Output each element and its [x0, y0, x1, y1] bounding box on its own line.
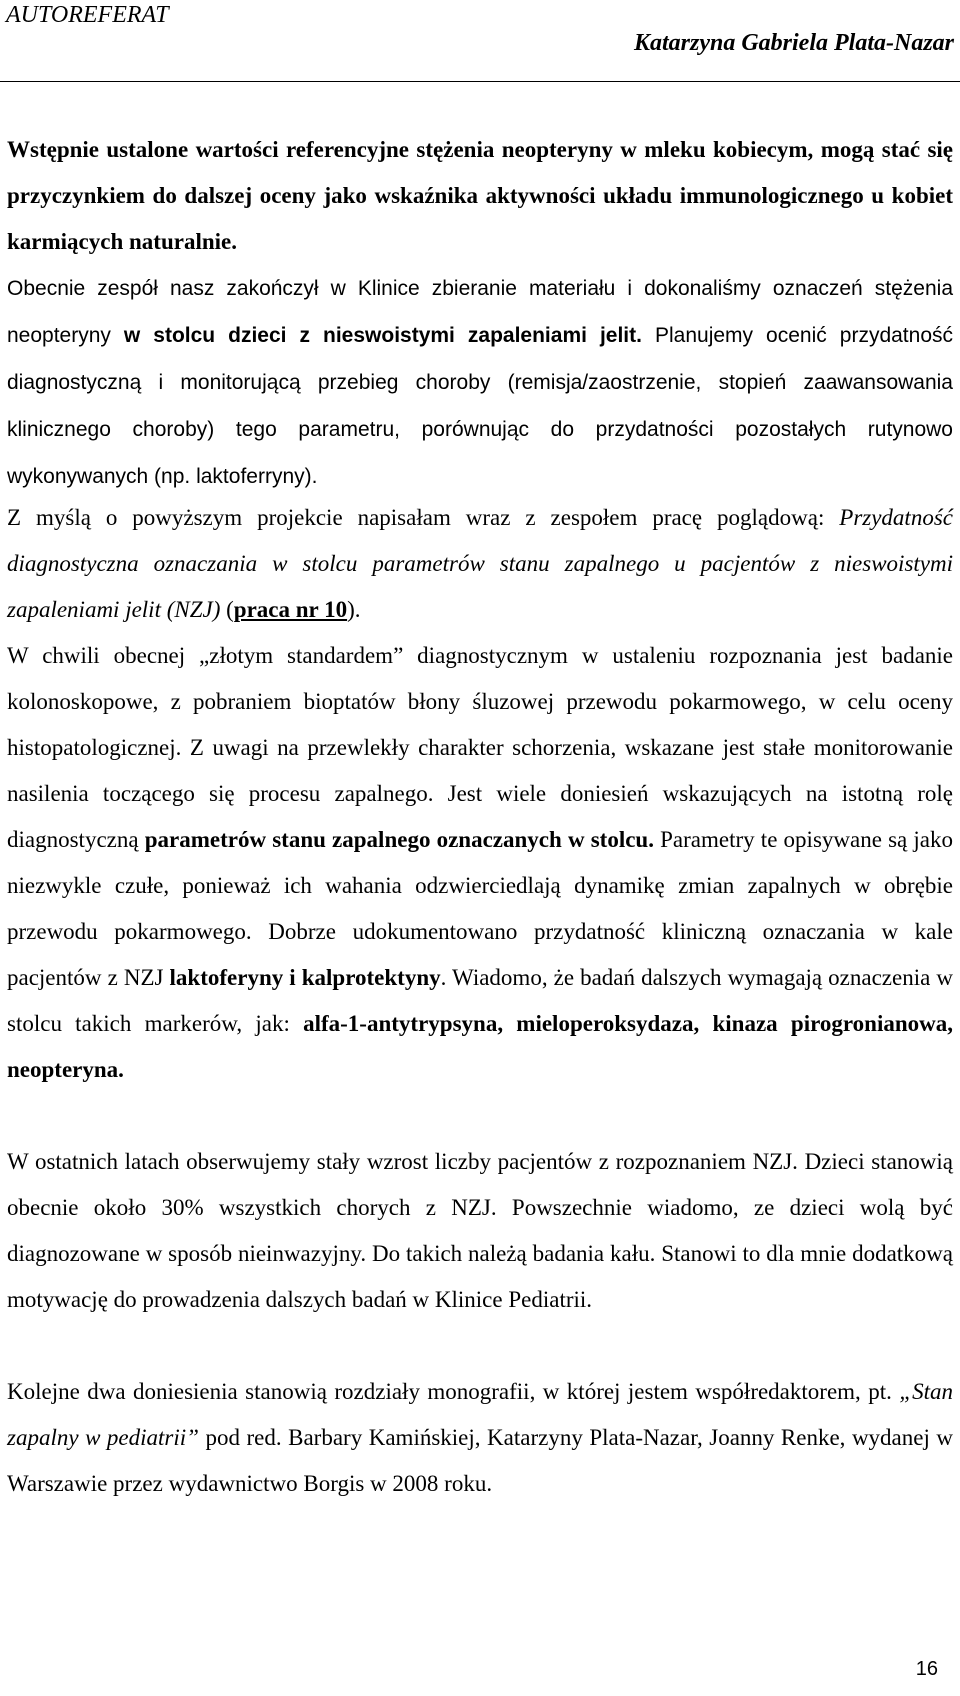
paragraph-review-paper: [7, 495, 953, 633]
paragraph-stool-study: [7, 265, 953, 500]
paragraph-text: Kolejne dwa doniesienia stanowią rozdziały monografii, w której jestem współredaktorem, pt.: [7, 1379, 900, 1404]
page-number: 16: [915, 1658, 938, 1680]
paragraph-text: Obecnie zespół nasz zakończył w Klinice zbieranie materiału i dokonaliśmy oznaczeń stężenia neopteryny: [7, 277, 953, 347]
paragraph-children-ibd: [7, 1139, 953, 1323]
bold-phrase: alfa-1-antytrypsyna, mieloperoksydaza, kinaza pirogronianowa, neopteryna.: [7, 1011, 954, 1082]
paragraph-text: (: [220, 597, 234, 622]
paragraph-text: Planujemy ocenić przydatność diagnostyczną i monitorującą przebieg choroby (remisja/zaostrzenie, stopień zaawansowania klinicznego choroby) tego parametru, porównując do przydatności pozostałych rutynowo wykonywanych (np. laktoferryny).: [7, 324, 954, 488]
header-rule: [0, 81, 960, 82]
bold-phrase: w stolcu dzieci z nieswoistymi zapaleniami jelit.: [110, 324, 642, 347]
paragraph-text: ).: [347, 597, 361, 622]
paragraph-text: . Wiadomo, że badań dalszych wymagają oznaczenia w stolcu takich markerów, jak:: [7, 965, 953, 1036]
paragraph-text: pod red. Barbary Kamińskiej, Katarzyny Plata-Nazar, Joanny Renke, wydanej w Warszawie przez wydawnictwo Borgis w 2008 roku.: [7, 1425, 953, 1496]
header-title: AUTOREFERAT: [6, 2, 169, 28]
paragraph-monograph: [7, 1369, 953, 1507]
paper-reference: praca nr 10: [233, 597, 348, 622]
paragraph-neopterin-milk: [7, 127, 953, 265]
paragraph-gold-standard: [7, 633, 953, 1093]
paragraph-text: Parametry te opisywane są jako niezwykle czułe, ponieważ ich wahania odzwierciedlają dynamikę zmian zapalnych w obrębie przewodu pokarmowego. Dobrze udokumentowano przydatność kliniczną oznaczania w kale pacjentów z NZJ: [7, 827, 953, 990]
header-author: Katarzyna Gabriela Plata-Nazar: [633, 30, 954, 56]
paragraph-text: W chwili obecnej „złotym standardem” diagnostycznym w ustaleniu rozpoznania jest badanie kolonoskopowe, z pobraniem bioptatów błony śluzowej przewodu pokarmowego, w celu oceny histopatologicznej. Z uwagi na przewlekły charakter schorzenia, wskazane jest stałe monitorowanie nasilenia toczącego się procesu zapalnego. Jest wiele doniesień wskazujących na istotną rolę diagnostyczną: [7, 643, 953, 852]
monograph-title: „Stan zapalny w pediatrii”: [7, 1379, 953, 1450]
paragraph-text: Wstępnie ustalone wartości referencyjne stężenia neopteryny w mleku kobiecym, mogą stać się przyczynkiem do dalszej oceny jako wskaźnika aktywności układu immunologicznego u kobiet karmiących naturalnie.: [7, 137, 953, 254]
paper-title: Przydatność diagnostyczna oznaczania w stolcu parametrów stanu zapalnego u pacjentów z nieswoistymi zapaleniami jelit (NZJ): [7, 505, 953, 622]
paragraph-text: W ostatnich latach obserwujemy stały wzrost liczby pacjentów z rozpoznaniem NZJ. Dzieci stanowią obecnie około 30% wszystkich chorych z NZJ. Powszechnie wiadomo, ze dzieci wolą być diagnozowane w sposób nieinwazyjny. Do takich należą badania kału. Stanowi to dla mnie dodatkową motywację do prowadzenia dalszych badań w Klinice Pediatrii.: [7, 1149, 953, 1312]
bold-phrase: parametrów stanu zapalnego oznaczanych w stolcu.: [144, 827, 654, 852]
bold-phrase: laktoferyny i kalprotektyny: [169, 965, 441, 990]
paragraph-text: Z myślą o powyższym projekcie napisałam wraz z zespołem pracę poglądową:: [7, 505, 825, 530]
